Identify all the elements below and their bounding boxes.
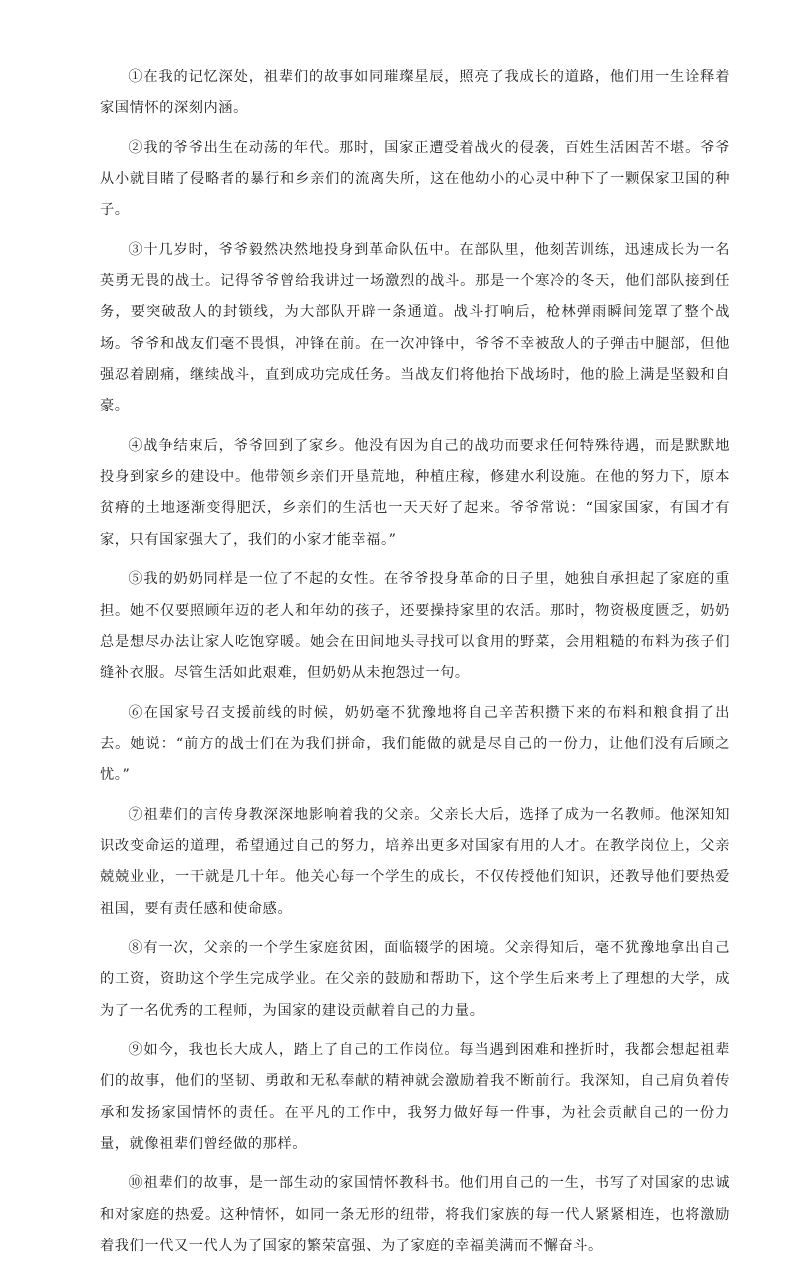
- paragraph-6: ⑥在国家号召支援前线的时候，奶奶毫不犹豫地将自己辛苦积攒下来的布料和粮食捐了出去。她说：“前方的战士们在为我们拼命，我们能做的就是尽自己的一份力，让他们没有后顾之忧。”: [100, 704, 730, 784]
- paragraph-8: ⑧有一次，父亲的一个学生家庭贫困，面临辍学的困境。父亲得知后，毫不犹豫地拿出自己的工资，资助这个学生完成学业。在父亲的鼓励和帮助下，这个学生后来考上了理想的大学，成为了一名优秀的工程师，为国家的建设贡献着自己的力量。: [100, 940, 730, 1019]
- paragraph-5: ⑤我的奶奶同样是一位了不起的女性。在爷爷投身革命的日子里，她独自承担起了家庭的重担。她不仅要照顾年迈的老人和年幼的孩子，还要操持家里的农活。那时，物资极度匮乏，奶奶总是想尽办法让家人吃饱穿暖。她会在田间地头寻找可以食用的野菜，会用粗糙的布料为孩子们缝补衣服。尽管生活如此艰难，但奶奶从未抱怨过一句。: [100, 571, 730, 682]
- paragraph-4: ④战争结束后，爷爷回到了家乡。他没有因为自己的战功而要求任何特殊待遇，而是默默地投身到家乡的建设中。他带领乡亲们开垦荒地，种植庄稼，修建水利设施。在他的努力下，原本贫瘠的土地逐渐变得肥沃，乡亲们的生活也一天天好了起来。爷爷常说：“国家国家，有国才有家，只有国家强大了，我们的小家才能幸福。”: [100, 437, 730, 548]
- paragraph-10: ⑩祖辈们的故事，是一部生动的家国情怀教科书。他们用自己的一生，书写了对国家的忠诚和对家庭的热爱。这种情怀，如同一条无形的纽带，将我们家族的每一代人紧紧相连，也将激励着我们一代又一代人为了国家的繁荣富强、为了家庭的幸福美满而不懈奋斗。: [100, 1175, 730, 1255]
- paragraph-2: ②我的爷爷出生在动荡的年代。那时，国家正遭受着战火的侵袭，百姓生活困苦不堪。爷爷从小就目睹了侵略者的暴行和乡亲们的流离失所，这在他幼小的心灵中种下了一颗保家卫国的种子。: [100, 139, 730, 219]
- paragraph-7: ⑦祖辈们的言传身教深深地影响着我的父亲。父亲长大后，选择了成为一名教师。他深知知识改变命运的道理，希望通过自己的努力，培养出更多对国家有用的人才。在教学岗位上，父亲兢兢业业，一干就是几十年。他关心每一个学生的成长，不仅传授他们知识，还教导他们要热爱祖国，要有责任感和使命感。: [100, 806, 730, 917]
- article-body: [100, 62, 730, 1262]
- paragraph-1: ①在我的记忆深处，祖辈们的故事如同璀璨星辰，照亮了我成长的道路，他们用一生诠释着家国情怀的深刻内涵。: [100, 69, 730, 117]
- paragraph-9: ⑨如今，我也长大成人，踏上了自己的工作岗位。每当遇到困难和挫折时，我都会想起祖辈们的故事，他们的坚韧、勇敢和无私奉献的精神就会激励着我不断前行。我深知，自己肩负着传承和发扬家国情怀的责任。在平凡的工作中，我努力做好每一件事，为社会贡献自己的一份力量，就像祖辈们曾经做的那样。: [100, 1042, 730, 1152]
- paragraph-3: ③十几岁时，爷爷毅然决然地投身到革命队伍中。在部队里，他刻苦训练，迅速成长为一名英勇无畏的战士。记得爷爷曾给我讲过一场激烈的战斗。那是一个寒冷的冬天，他们部队接到任务，要突破敌人的封锁线，为大部队开辟一条通道。战斗打响后，枪林弹雨瞬间笼罩了整个战场。爷爷和战友们毫不畏惧，冲锋在前。在一次冲锋中，爷爷不幸被敌人的子弹击中腿部，但他强忍着剧痛，继续战斗，直到成功完成任务。当战友们将他抬下战场时，他的脸上满是坚毅和自豪。: [100, 241, 730, 415]
